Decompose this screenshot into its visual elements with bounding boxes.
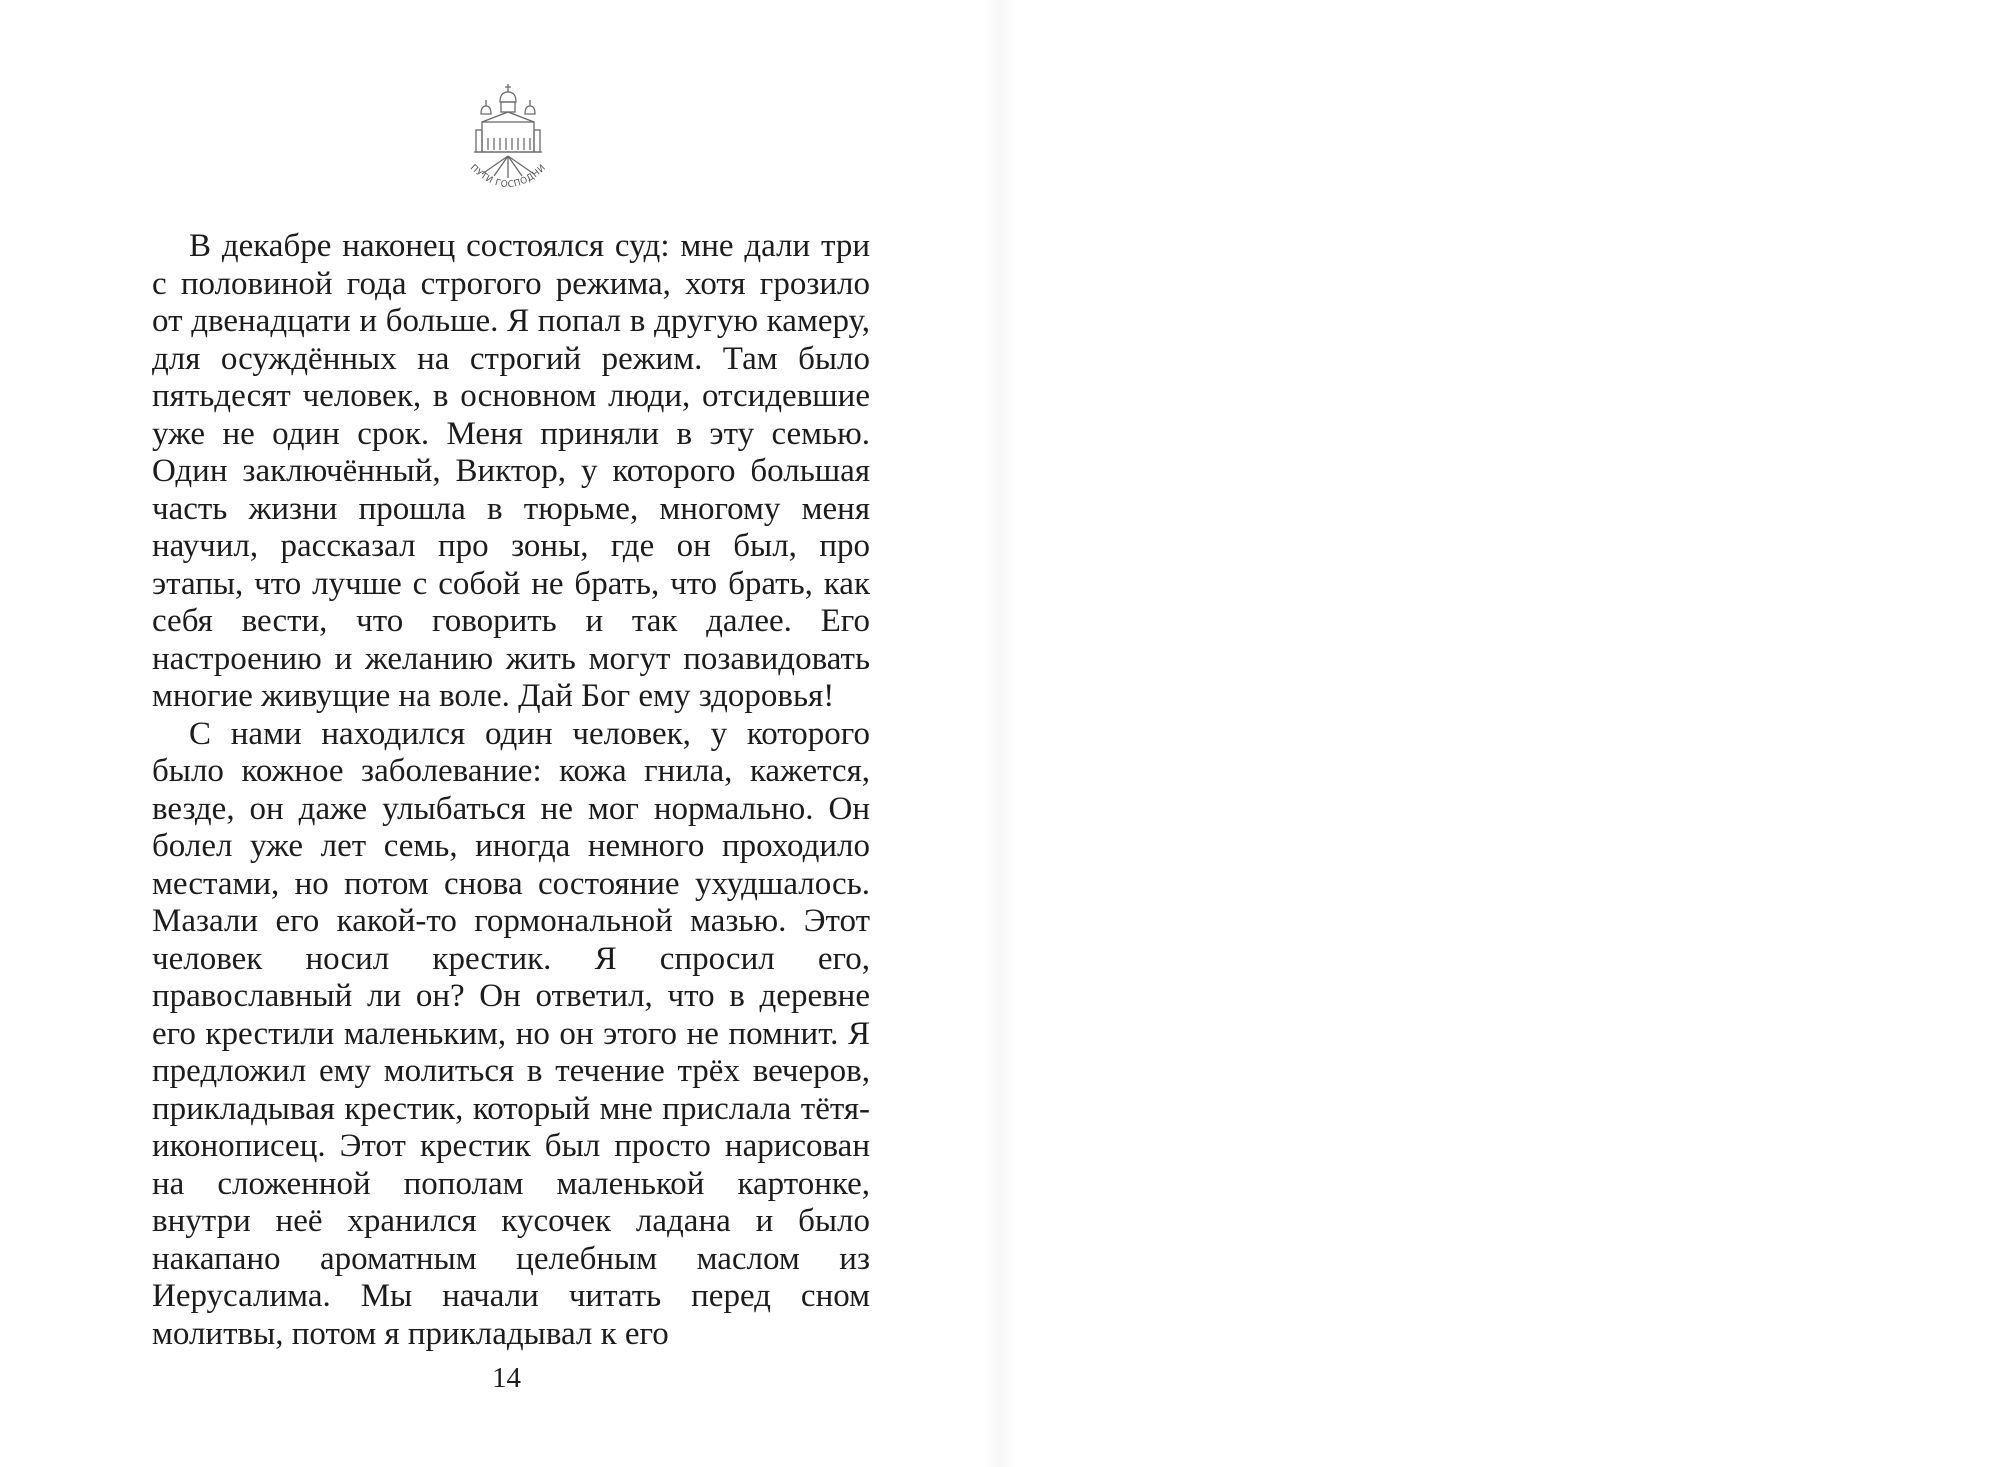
page-number: 14: [492, 1362, 521, 1394]
right-page: [1000, 0, 2000, 1467]
church-logo-icon: [448, 78, 568, 198]
paragraph: В декабре наконец состоялся суд: мне дали три с половиной года строгого режима, хотя грозило от двенадцати и больше. Я попал в другую камеру, для осуждённых на строгий режим. Там было пятьдесят человек, в основном люди, отсидевшие уже не один срок. Меня приняли в эту семью. Один заключённый, Виктор, у которого большая часть жизни прошла в тюрьме, многому меня научил, рассказал про зоны, где он был, про этапы, что лучше с собой не брать, что брать, как себя вести, что говорить и так далее. Его настроению и желанию жить могут позавидовать многие живущие на воле. Дай Бог ему здоровья!: [152, 228, 870, 714]
left-page-text: [152, 228, 870, 1353]
paragraph: С нами находился один человек, у которого было кожное заболевание: кожа гнила, кажется, везде, он даже улыбаться не мог нормально. Он болел уже лет семь, иногда немного проходило местами, но потом снова состояние ухудшалось. Мазали его какой-то гормональной мазью. Этот человек носил крестик. Я спросил его, православный ли он? Он ответил, что в деревне его крестили маленьким, но он этого не помнит. Я предложил ему молиться в течение трёх вечеров, прикладывая крестик, который мне прислала тётя-иконописец. Этот крестик был просто нарисован на сложенной пополам маленькой картонке, внутри неё хранился кусочек ладана и было накапано ароматным целебным маслом из Иерусалима. Мы начали читать перед сном молитвы, потом я прикладывал к его: [152, 715, 870, 1352]
logo-text: ПУТИ ГОСПОДНИ: [467, 162, 549, 191]
